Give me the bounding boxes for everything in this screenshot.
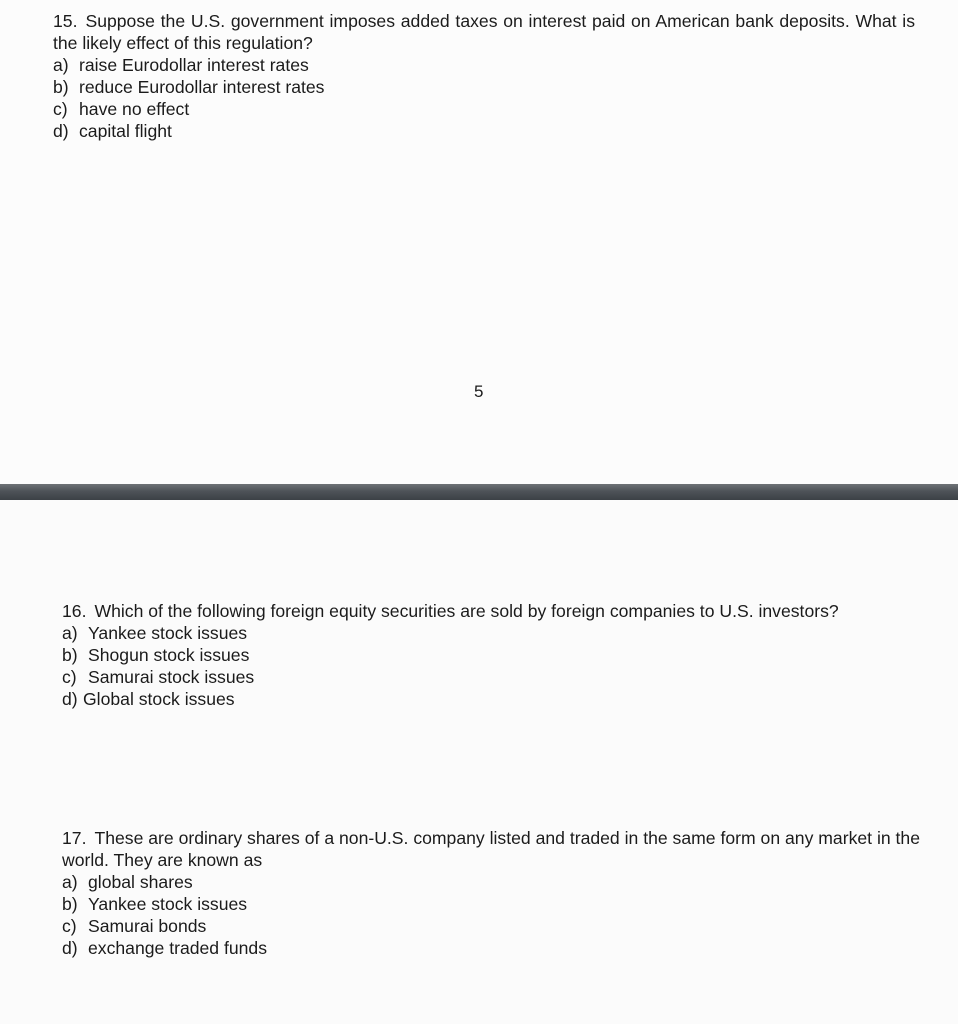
question-number: 16. [62, 601, 87, 621]
option-d[interactable] [53, 120, 915, 142]
question-16 [62, 600, 932, 710]
option-text: global shares [88, 872, 193, 892]
question-stem [53, 10, 915, 54]
option-d[interactable] [62, 937, 920, 959]
option-d[interactable] [62, 688, 932, 710]
option-text: have no effect [79, 99, 190, 119]
option-key: b) [62, 894, 78, 914]
option-text: raise Eurodollar interest rates [79, 55, 309, 75]
option-text: Shogun stock issues [88, 645, 250, 665]
option-c[interactable] [62, 666, 932, 688]
question-stem [62, 827, 920, 871]
option-c[interactable] [53, 98, 915, 120]
answer-options [62, 871, 920, 959]
question-17 [62, 827, 920, 959]
option-text: Samurai bonds [88, 916, 207, 936]
question-15 [53, 10, 915, 142]
option-b[interactable] [62, 893, 920, 915]
option-a[interactable] [53, 54, 915, 76]
question-number: 15. [53, 11, 78, 31]
option-key: c) [53, 99, 68, 119]
question-text: These are ordinary shares of a non-U.S. company listed and traded in the same form on any market in the world. They are known as [62, 828, 920, 870]
question-stem [62, 600, 932, 622]
option-key: d) [62, 689, 78, 709]
option-key: b) [53, 77, 69, 97]
page-number: 5 [474, 382, 484, 401]
option-key: b) [62, 645, 78, 665]
option-text: Yankee stock issues [88, 894, 248, 914]
option-text: reduce Eurodollar interest rates [79, 77, 325, 97]
option-text: exchange traded funds [88, 938, 268, 958]
option-a[interactable] [62, 871, 920, 893]
option-key: a) [53, 55, 69, 75]
option-b[interactable] [62, 644, 932, 666]
option-key: d) [62, 938, 78, 958]
question-number: 17. [62, 828, 87, 848]
option-key: a) [62, 623, 78, 643]
option-key: c) [62, 667, 77, 687]
question-text: Which of the following foreign equity securities are sold by foreign companies to U.S. investors? [94, 601, 839, 621]
answer-options [62, 622, 932, 710]
option-key: a) [62, 872, 78, 892]
option-a[interactable] [62, 622, 932, 644]
option-text: Samurai stock issues [88, 667, 255, 687]
option-key: c) [62, 916, 77, 936]
answer-options [53, 54, 915, 142]
option-text: Yankee stock issues [88, 623, 248, 643]
option-b[interactable] [53, 76, 915, 98]
page-divider [0, 484, 958, 500]
option-c[interactable] [62, 915, 920, 937]
option-key: d) [53, 121, 69, 141]
option-text: Global stock issues [83, 689, 235, 709]
option-text: capital flight [79, 121, 172, 141]
question-text: Suppose the U.S. government imposes added taxes on interest paid on American bank deposits. What is the likely effect of this regulation? [53, 11, 915, 53]
